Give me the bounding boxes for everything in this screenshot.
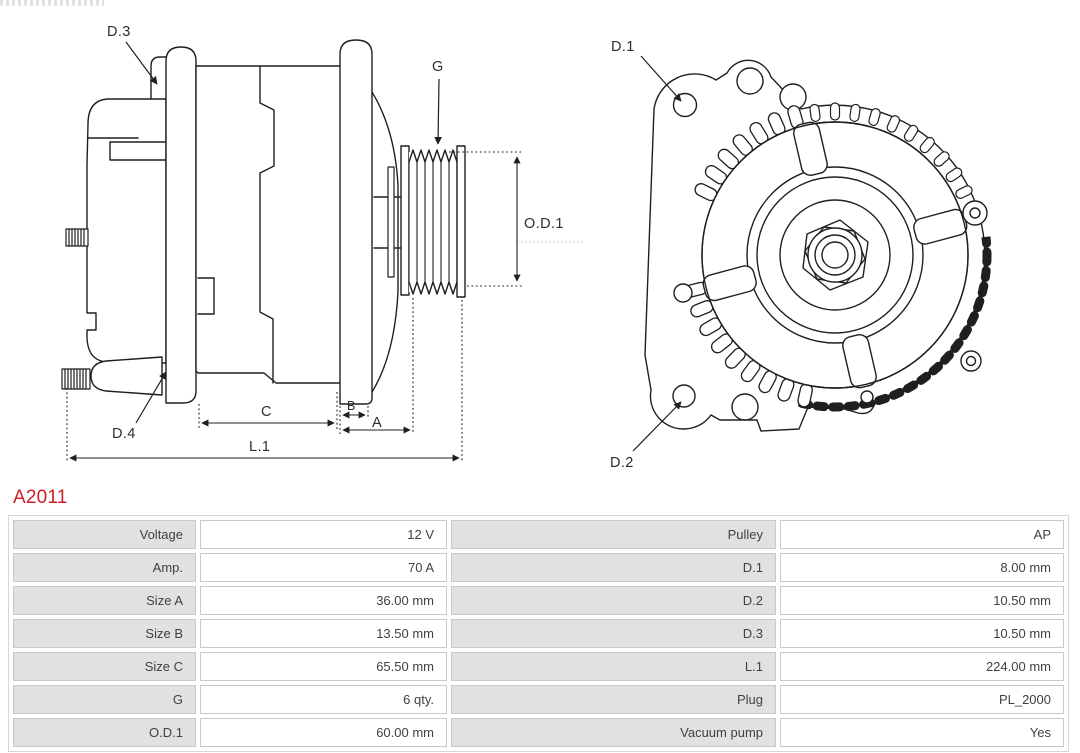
spec-label: D.2	[451, 586, 776, 615]
shaft-spacer	[388, 167, 394, 277]
label-c: C	[261, 404, 272, 420]
label-d1: D.1	[611, 39, 635, 55]
shaft-hub	[780, 200, 890, 310]
spec-label: Size C	[13, 652, 196, 681]
label-a: A	[372, 415, 383, 431]
spec-value: 65.50 mm	[200, 652, 447, 681]
label-od1: O.D.1	[524, 216, 564, 232]
d4-boss	[91, 357, 162, 395]
spec-value: 70 A	[200, 553, 447, 582]
spec-label: O.D.1	[13, 718, 196, 747]
spec-value: 12 V	[200, 520, 447, 549]
spec-label: D.3	[451, 619, 776, 648]
spec-value: 10.50 mm	[780, 619, 1064, 648]
spec-value: AP	[780, 520, 1064, 549]
label-d4: D.4	[112, 426, 136, 442]
spec-label: L.1	[451, 652, 776, 681]
side-view	[62, 40, 465, 404]
label-g: G	[432, 59, 444, 75]
table-row	[13, 652, 1064, 681]
spec-value: 13.50 mm	[200, 619, 447, 648]
spec-value: 224.00 mm	[780, 652, 1064, 681]
bracket-ear-front	[166, 47, 196, 403]
spec-label: G	[13, 685, 196, 714]
label-d3: D.3	[107, 24, 131, 40]
bracket-ear-rear	[340, 40, 372, 404]
spec-label: Amp.	[13, 553, 196, 582]
label-b: B	[347, 399, 356, 413]
table-row	[13, 619, 1064, 648]
spec-label: Size B	[13, 619, 196, 648]
spec-label: Size A	[13, 586, 196, 615]
spec-label: Voltage	[13, 520, 196, 549]
pulley	[401, 146, 465, 297]
front-view	[645, 60, 987, 431]
spec-value: Yes	[780, 718, 1064, 747]
leader-g	[438, 79, 439, 144]
terminal-stud	[66, 229, 88, 246]
table-row	[13, 685, 1064, 714]
label-d2: D.2	[610, 455, 634, 471]
spec-label: D.1	[451, 553, 776, 582]
spec-value: 10.50 mm	[780, 586, 1064, 615]
part-number: A2011	[13, 487, 68, 508]
spec-value: 6 qty.	[200, 685, 447, 714]
spec-label: Plug	[451, 685, 776, 714]
spec-value: PL_2000	[780, 685, 1064, 714]
d2-hole	[673, 385, 695, 407]
table-row	[13, 586, 1064, 615]
label-l1: L.1	[249, 439, 271, 455]
spec-table	[8, 515, 1069, 752]
spec-value: 60.00 mm	[200, 718, 447, 747]
table-row	[13, 553, 1064, 582]
spec-value: 8.00 mm	[780, 553, 1064, 582]
table-row	[13, 520, 1064, 549]
spec-label: Vacuum pump	[451, 718, 776, 747]
spec-label: Pulley	[451, 520, 776, 549]
stator-body	[196, 66, 345, 383]
table-row	[13, 718, 1064, 747]
mounting-stud	[62, 369, 90, 389]
spec-value: 36.00 mm	[200, 586, 447, 615]
